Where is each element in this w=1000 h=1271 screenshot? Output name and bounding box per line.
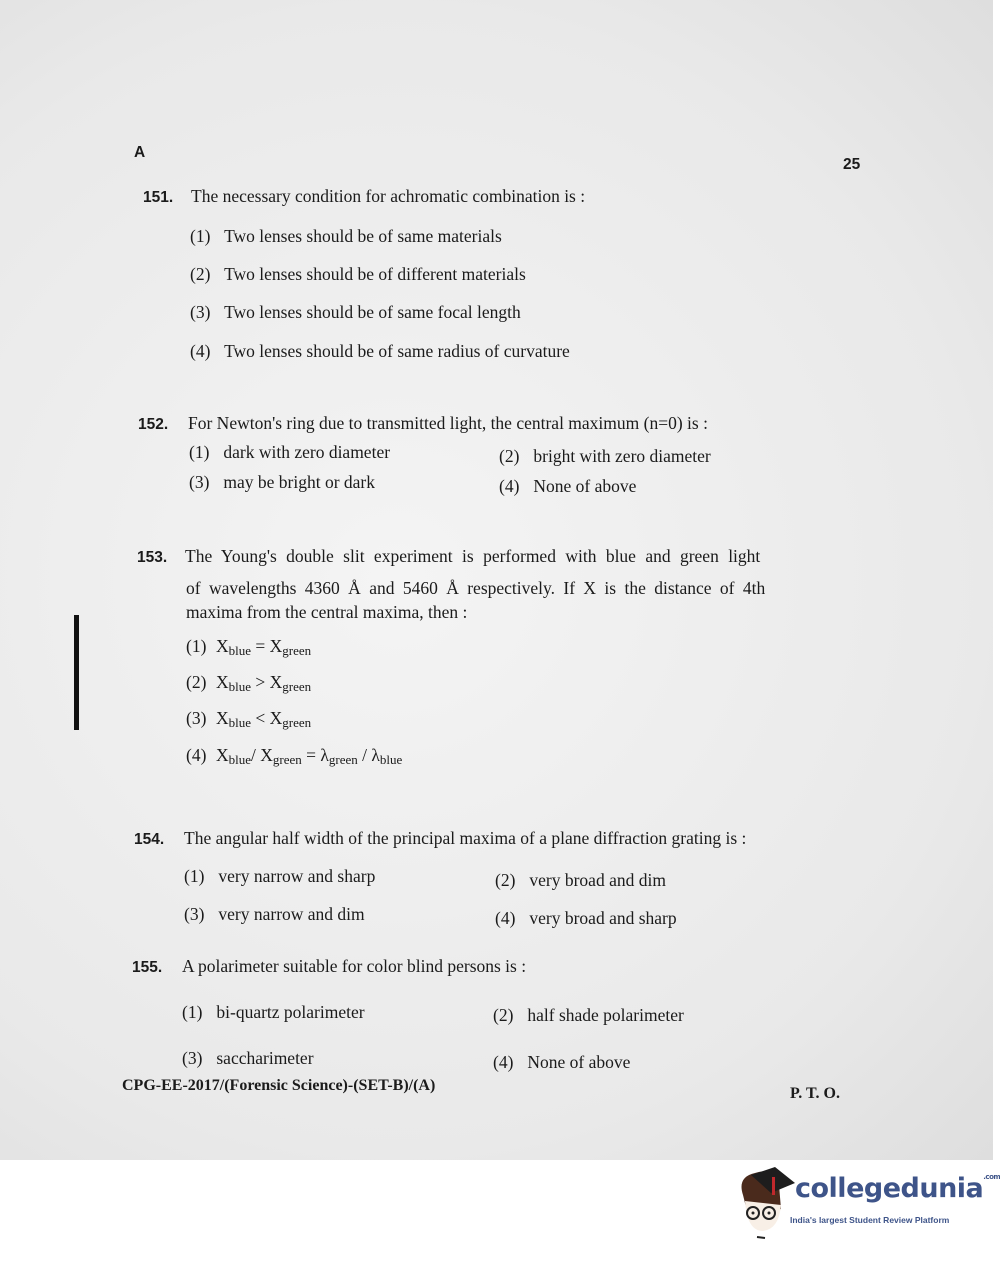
option: (3) may be bright or dark xyxy=(189,472,375,492)
option: (4) Two lenses should be of same radius of curvature xyxy=(190,341,570,361)
option: (2) bright with zero diameter xyxy=(499,446,711,466)
option: (4) very broad and sharp xyxy=(495,908,677,928)
question-154: 154. The angular half width of the principal maxima of a plane diffraction grating is : xyxy=(134,828,747,848)
question-153-line3: maxima from the central maxima, then : xyxy=(186,602,468,622)
question-153: 153. The Young's double slit experiment is performed with blue and green light xyxy=(137,546,761,566)
pto-label: P. T. O. xyxy=(790,1085,840,1102)
option: (4) None of above xyxy=(493,1052,631,1072)
option: (3) Two lenses should be of same focal length xyxy=(190,302,521,322)
option: (1) very narrow and sharp xyxy=(184,866,376,886)
option: (1) dark with zero diameter xyxy=(189,442,391,462)
option: (1) bi-quartz polarimeter xyxy=(182,1002,365,1022)
question-155: 155. A polarimeter suitable for color blind persons is : xyxy=(132,956,527,976)
brand-domain: .com xyxy=(983,1173,1000,1181)
question-153-line2: of wavelengths 4360 Å and 5460 Å respectively. If X is the distance of 4th xyxy=(186,578,766,598)
option: (4) $X_{blue}/$ $X_{green} = \lambda_{green} / \lambda_{blue}$ xyxy=(186,745,403,767)
question-151: 151. The necessary condition for achromatic combination is : xyxy=(143,186,586,206)
option: (2) very broad and dim xyxy=(495,870,666,890)
option: (3) $X_{blue} < X_{green}$ xyxy=(186,708,312,730)
brand-tagline: India's largest Student Review Platform xyxy=(790,1215,950,1225)
option: (4) None of above xyxy=(499,476,637,496)
scan-edge xyxy=(74,615,79,730)
question-152: 152. For Newton's ring due to transmitted light, the central maximum (n=0) is : xyxy=(138,413,708,433)
collegedunia-logo[interactable] xyxy=(735,1165,1000,1255)
option: (1) $X_{blue} = X_{green}$ xyxy=(186,636,312,658)
option: (3) very narrow and dim xyxy=(184,904,365,924)
section-label: A xyxy=(134,144,146,161)
option: (1) Two lenses should be of same materials xyxy=(190,226,502,246)
exam-code: CPG-EE-2017/(Forensic Science)-(SET-B)/(A) xyxy=(122,1077,436,1094)
option: (2) $X_{blue} > X_{green}$ xyxy=(186,672,312,694)
option: (2) Two lenses should be of different materials xyxy=(190,264,526,284)
option: (3) saccharimeter xyxy=(182,1048,314,1068)
option: (2) half shade polarimeter xyxy=(493,1005,684,1025)
page-number: 25 xyxy=(843,156,861,173)
brand-name: collegedunia xyxy=(795,1173,984,1204)
mascot-icon xyxy=(735,1165,795,1240)
